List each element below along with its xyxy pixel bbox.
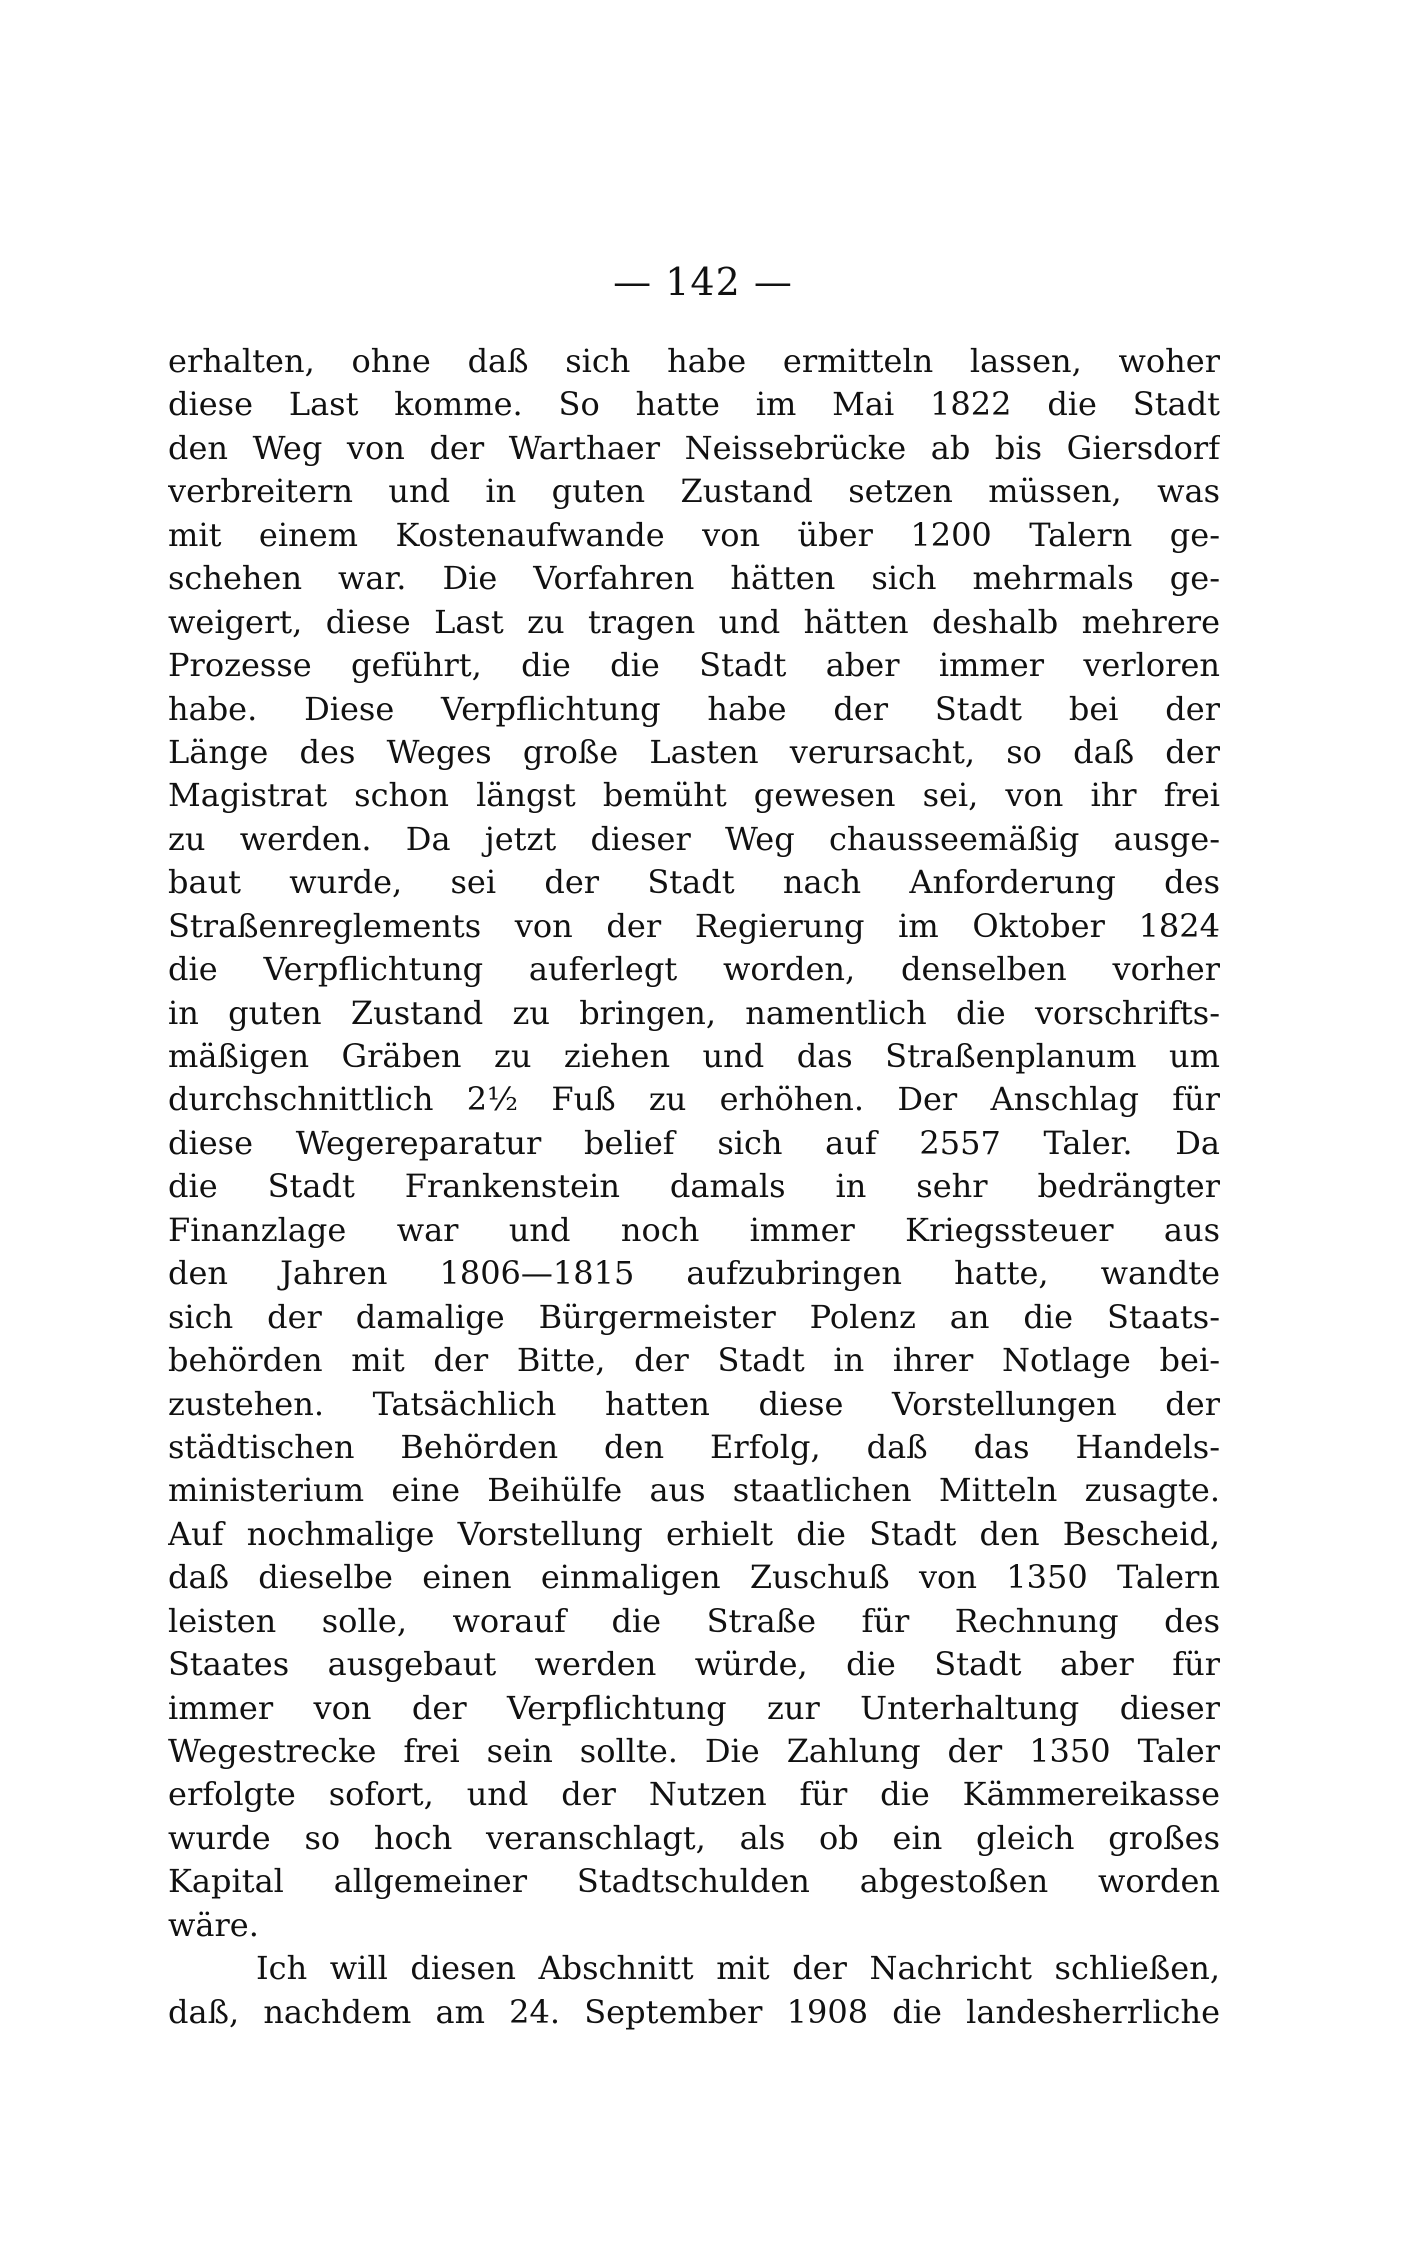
text-line: mit einem Kostenaufwande von über 1200 Talern ge-	[168, 515, 1220, 554]
text-line: die Stadt Frankenstein damals in sehr bedrängter	[168, 1167, 1220, 1206]
text-line: Kapital allgemeiner Stadtschulden abgestoßen worden	[168, 1862, 1220, 1901]
text-line: den Weg von der Warthaer Neissebrücke ab bis Giersdorf	[168, 428, 1220, 467]
body-text	[168, 340, 1220, 2034]
paragraph	[168, 1947, 1220, 2034]
text-line: immer von der Verpflichtung zur Unterhaltung dieser	[168, 1688, 1220, 1727]
text-line: in guten Zustand zu bringen, namentlich die vorschrifts-	[168, 993, 1220, 1032]
text-line: mäßigen Gräben zu ziehen und das Straßenplanum um	[168, 1037, 1220, 1075]
text-line: Auf nochmalige Vorstellung erhielt die Stadt den Bescheid,	[168, 1514, 1220, 1553]
text-line: schehen war. Die Vorfahren hätten sich mehrmals ge-	[168, 559, 1220, 598]
page-number: — 142 —	[613, 260, 793, 304]
text-line: den Jahren 1806—1815 aufzubringen hatte, wandte	[168, 1254, 1220, 1293]
text-line: Finanzlage war und noch immer Kriegssteuer aus	[168, 1210, 1220, 1249]
text-line: erhalten, ohne daß sich habe ermitteln lassen, woher	[168, 342, 1220, 380]
text-line: Ich will diesen Abschnitt mit der Nachricht schließen,	[256, 1949, 1220, 1988]
text-line: verbreitern und in guten Zustand setzen müssen, was	[168, 472, 1220, 511]
text-line: Straßenreglements von der Regierung im Oktober 1824	[168, 906, 1220, 945]
text-line: ministerium eine Beihülfe aus staatlichen Mitteln zusagte.	[168, 1471, 1220, 1510]
text-line: durchschnittlich 2½ Fuß zu erhöhen. Der Anschlag für	[168, 1080, 1220, 1119]
text-line: weigert, diese Last zu tragen und hätten deshalb mehrere	[168, 602, 1220, 641]
text-line: daß dieselbe einen einmaligen Zuschuß von 1350 Talern	[168, 1558, 1220, 1597]
text-line: erfolgte sofort, und der Nutzen für die Kämmereikasse	[168, 1775, 1220, 1814]
text-line: zustehen. Tatsächlich hatten diese Vorstellungen der	[168, 1384, 1220, 1423]
text-line: diese Wegereparatur belief sich auf 2557 Taler. Da	[168, 1123, 1220, 1162]
text-line: daß, nachdem am 24. September 1908 die landesherrliche	[168, 1992, 1220, 2031]
paragraph	[168, 340, 1220, 1947]
text-line: diese Last komme. So hatte im Mai 1822 die Stadt	[168, 385, 1220, 424]
text-line: habe. Diese Verpflichtung habe der Stadt bei der	[168, 689, 1220, 728]
text-line: Staates ausgebaut werden würde, die Stadt aber für	[168, 1645, 1220, 1684]
text-line: behörden mit der Bitte, der Stadt in ihrer Notlage bei-	[168, 1341, 1220, 1380]
text-line: sich der damalige Bürgermeister Polenz an die Staats-	[168, 1297, 1220, 1336]
text-line: zu werden. Da jetzt dieser Weg chausseemäßig ausge-	[168, 819, 1220, 858]
text-line: die Verpflichtung auferlegt worden, denselben vorher	[168, 950, 1220, 989]
text-line: Prozesse geführt, die die Stadt aber immer verloren	[168, 646, 1220, 685]
text-line: Magistrat schon längst bemüht gewesen sei, von ihr frei	[168, 776, 1220, 815]
text-line: wurde so hoch veranschlagt, als ob ein gleich großes	[168, 1818, 1220, 1857]
text-line: Länge des Weges große Lasten verursacht, so daß der	[168, 732, 1220, 771]
text-line: Wegestrecke frei sein sollte. Die Zahlung der 1350 Taler	[168, 1732, 1220, 1770]
text-line: leisten solle, worauf die Straße für Rechnung des	[168, 1601, 1220, 1640]
text-line: städtischen Behörden den Erfolg, daß das Handels-	[168, 1427, 1220, 1466]
text-line: wäre.	[168, 1905, 259, 1944]
text-line: baut wurde, sei der Stadt nach Anforderung des	[168, 863, 1220, 902]
